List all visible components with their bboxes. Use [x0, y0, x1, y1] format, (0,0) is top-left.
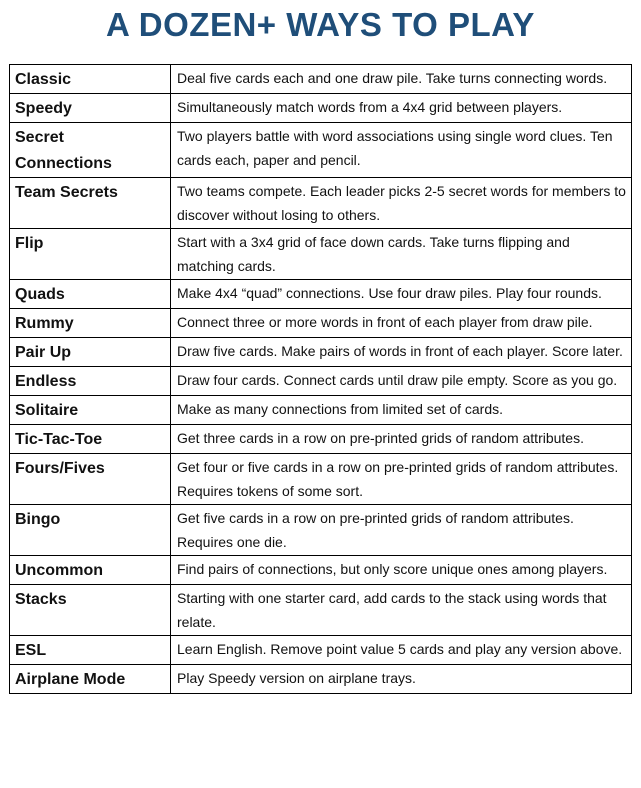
game-name: Classic [10, 65, 171, 94]
table-row [10, 665, 632, 694]
game-name: Airplane Mode [10, 665, 171, 694]
game-description: Get four or five cards in a row on pre-printed grids of random attributes. Requires tokens of some sort. [171, 454, 632, 505]
game-name: Secret Connections [10, 123, 171, 178]
table-row [10, 123, 632, 178]
table-row [10, 229, 632, 280]
table-row [10, 309, 632, 338]
game-name: Fours/Fives [10, 454, 171, 505]
game-name: Stacks [10, 585, 171, 636]
game-name: Pair Up [10, 338, 171, 367]
table-row [10, 396, 632, 425]
game-description: Two players battle with word associations using single word clues. Ten cards each, paper and pencil. [171, 123, 632, 178]
game-description: Simultaneously match words from a 4x4 grid between players. [171, 94, 632, 123]
game-description: Make 4x4 “quad” connections. Use four draw piles. Play four rounds. [171, 280, 632, 309]
table-row [10, 454, 632, 505]
table-row [10, 425, 632, 454]
game-name: Endless [10, 367, 171, 396]
game-name: Tic-Tac-Toe [10, 425, 171, 454]
game-name: Flip [10, 229, 171, 280]
game-description: Learn English. Remove point value 5 cards and play any version above. [171, 636, 632, 665]
game-name: Bingo [10, 505, 171, 556]
table-row [10, 338, 632, 367]
game-description: Starting with one starter card, add cards to the stack using words that relate. [171, 585, 632, 636]
game-name: Solitaire [10, 396, 171, 425]
table-row [10, 65, 632, 94]
table-row [10, 178, 632, 229]
page-title: A DOZEN+ WAYS TO PLAY [106, 6, 535, 43]
ways-to-play-table [9, 64, 632, 694]
game-name: Uncommon [10, 556, 171, 585]
game-name: Team Secrets [10, 178, 171, 229]
game-description: Deal five cards each and one draw pile. Take turns connecting words. [171, 65, 632, 94]
table-row [10, 280, 632, 309]
table-row [10, 94, 632, 123]
table-row [10, 585, 632, 636]
table-row [10, 636, 632, 665]
game-description: Get three cards in a row on pre-printed grids of random attributes. [171, 425, 632, 454]
game-description: Make as many connections from limited set of cards. [171, 396, 632, 425]
game-description: Find pairs of connections, but only score unique ones among players. [171, 556, 632, 585]
table-row [10, 505, 632, 556]
game-description: Draw four cards. Connect cards until draw pile empty. Score as you go. [171, 367, 632, 396]
game-description: Connect three or more words in front of each player from draw pile. [171, 309, 632, 338]
table-row [10, 556, 632, 585]
table-row [10, 367, 632, 396]
game-description: Two teams compete. Each leader picks 2-5 secret words for members to discover without losing to others. [171, 178, 632, 229]
game-name: Rummy [10, 309, 171, 338]
game-name: ESL [10, 636, 171, 665]
game-description: Draw five cards. Make pairs of words in front of each player. Score later. [171, 338, 632, 367]
game-description: Play Speedy version on airplane trays. [171, 665, 632, 694]
game-name: Quads [10, 280, 171, 309]
game-name: Speedy [10, 94, 171, 123]
game-description: Start with a 3x4 grid of face down cards. Take turns flipping and matching cards. [171, 229, 632, 280]
game-description: Get five cards in a row on pre-printed grids of random attributes. Requires one die. [171, 505, 632, 556]
